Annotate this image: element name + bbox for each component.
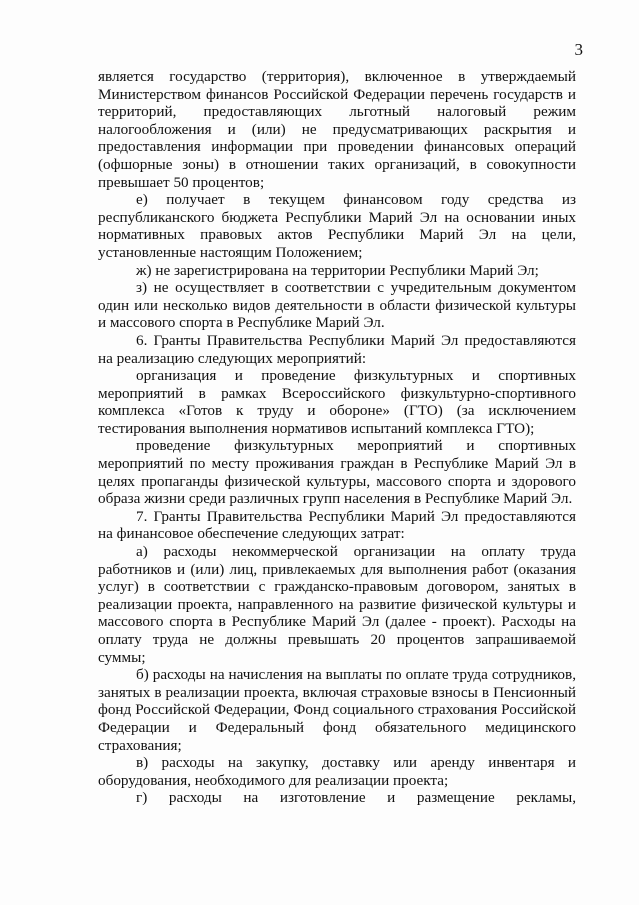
paragraph-section-6: 6. Гранты Правительства Республики Марий Эл предоставляются на реализацию следующих мероприятий:	[98, 331, 576, 367]
page-number: 3	[574, 40, 583, 59]
paragraph-section-7: 7. Гранты Правительства Республики Марий Эл предоставляются на финансовое обеспечение следующих затрат:	[98, 507, 576, 543]
paragraph-item-b: б) расходы на начисления на выплаты по оплате труда сотрудников, занятых в реализации проекта, включая страховые взносы в Пенсионный фонд Российской Федерации, Фонд социального страхования Российской Федерации и Федеральный фонд обязательного медицинского страхования;	[98, 666, 576, 754]
paragraph-item-g: г) расходы на изготовление и размещение рекламы,	[136, 789, 576, 807]
paragraph-item-v: в) расходы на закупку, доставку или аренду инвентаря и оборудования, необходимого для реализации проекта;	[98, 754, 576, 789]
paragraph-item-zh: ж) не зарегистрирована на территории Республики Марий Эл;	[136, 261, 539, 279]
paragraph-offshore-continuation: является государство (территория), включенное в утверждаемый Министерством финансов Российской Федерации перечень государств и территорий, предоставляющих льготный налоговый режим налогообложения и (или) не предусматривающих раскрытия и предоставления информации при проведении финансовых операций (офшорные зоны) в отношении таких организаций, в совокупности превышает 50 процентов;	[98, 68, 576, 191]
paragraph-item-a: а) расходы некоммерческой организации на оплату труда работников и (или) лиц, привлекаемых для выполнения работ (оказания услуг) в соответствии с гражданско-правовым договором, занятых в реализации проекта, направленного на развитие физической культуры и массового спорта в Республике Марий Эл (далее - проект). Расходы на оплату труда не должны превышать 20 процентов запрашиваемой суммы;	[98, 543, 576, 666]
document-body	[98, 68, 576, 807]
paragraph-residence-events: проведение физкультурных мероприятий и спортивных мероприятий по месту проживания граждан в Республике Марий Эл в целях пропаганды физической культуры, массового спорта и здорового образа жизни среди различных групп населения в Республике Марий Эл.	[98, 437, 576, 508]
paragraph-gto-events: организация и проведение физкультурных и спортивных мероприятий в рамках Всероссийского физкультурно-спортивного комплекса «Готов к труду и обороне» (ГТО) (за исключением тестирования выполнения нормативов испытаний комплекса ГТО);	[98, 367, 576, 437]
paragraph-item-z: з) не осуществляет в соответствии с учредительным документом один или несколько видов деятельности в области физической культуры и массового спорта в Республике Марий Эл.	[98, 279, 576, 332]
paragraph-item-e: е) получает в текущем финансовом году средства из республиканского бюджета Республики Марий Эл на основании иных нормативных правовых актов Республики Марий Эл на цели, установленные настоящим Положением;	[98, 191, 576, 261]
